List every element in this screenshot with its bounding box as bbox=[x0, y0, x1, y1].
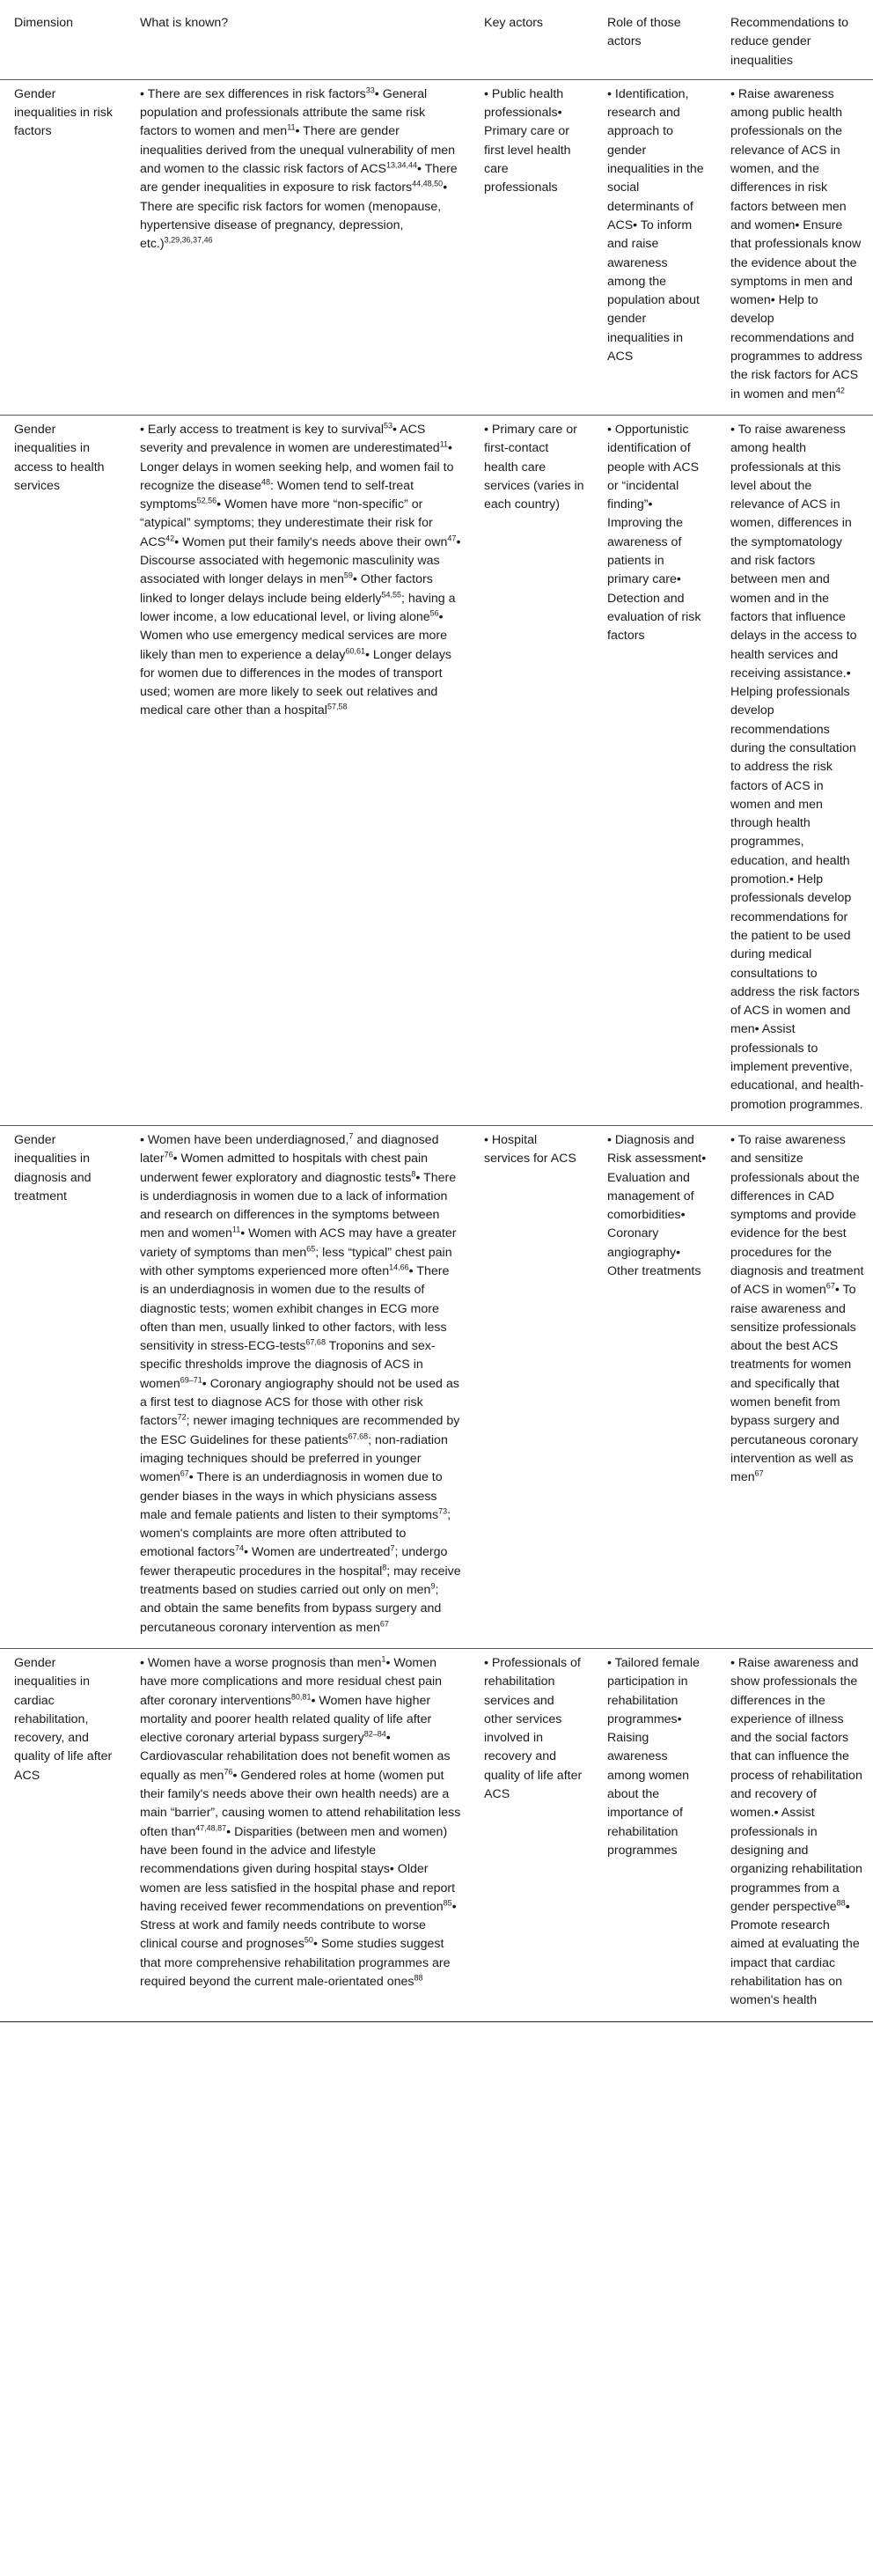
citation-ref: 3,29,36,37,46 bbox=[164, 235, 213, 245]
header-dimension: Dimension bbox=[0, 0, 126, 79]
header-row bbox=[0, 0, 873, 79]
cell-role: • Tailored female participation in rehabilitation programmes• Raising awareness among women about the importance of rehabilitation programmes bbox=[593, 1648, 716, 2021]
citation-ref: 7 bbox=[348, 1131, 354, 1141]
citation-ref: 67,68 bbox=[348, 1431, 369, 1440]
table-row-rehabilitation bbox=[0, 1648, 873, 2021]
citation-ref: 33 bbox=[365, 85, 375, 95]
table-header bbox=[0, 0, 873, 79]
citation-ref: 1 bbox=[381, 1654, 386, 1664]
citation-ref: 72 bbox=[177, 1412, 187, 1422]
header-role-of-actors: Role of those actors bbox=[593, 0, 716, 79]
citation-ref: 11 bbox=[439, 439, 449, 449]
cell-role: • Diagnosis and Risk assessment• Evaluation and management of comorbidities• Coronary angiography• Other treatments bbox=[593, 1125, 716, 1648]
citation-ref: 47 bbox=[447, 533, 457, 542]
citation-ref: 44,48,50 bbox=[412, 179, 444, 188]
cell-recommendations: • Raise awareness and show professionals the differences in the experience of illness and the social factors that can influence the process of rehabilitation and recovery of women.• Assist professionals in designing and organizing rehabilitation programmes from a gender perspective$^{88}$• Promote research aimed at evaluating the impact that cardiac rehabilitation has on women's health bbox=[716, 1648, 873, 2021]
citation-ref: 76 bbox=[224, 1766, 233, 1776]
cell-dimension: Gender inequalities in access to health services bbox=[0, 415, 126, 1125]
citation-ref: 73 bbox=[438, 1506, 448, 1516]
citation-ref: 54,55 bbox=[381, 589, 401, 599]
citation-ref: 60,61 bbox=[345, 645, 365, 655]
cell-what-is-known: • Women have a worse prognosis than men$^1$• Women have more complications and more residual chest pain after coronary interventions$^{80,81}$• Women have higher mortality and poorer health related quality of life after elective coronary arterial bypass surgery$^{82-84}$• Cardiovascular rehabilitation does not benefit women as equally as men$^{76}$• Gendered roles at home (women put their family's needs above their own health needs) are a main “barrier”, causing women to attend rehabilitation less often than$^{47,48,87}$• Disparities (between men and women) have been found in the advice and lifestyle recommendations given during hospital stays• Older women are less satisfied in the hospital phase and report having received fewer recommendations on prevention$^{85}$• Stress at work and family needs contribute to worse clinical course and prognoses$^{50}$• Some studies suggest that more comprehensive rehabilitation programmes are required beyond the current male-orientated ones$^{88}$ bbox=[126, 1648, 470, 2021]
table-row-access-to-health-services bbox=[0, 415, 873, 1125]
citation-ref: 53 bbox=[384, 421, 393, 431]
cell-what-is-known: • Women have been underdiagnosed,$^7$ and diagnosed later$^{76}$• Women admitted to hospitals with chest pain underwent fewer exploratory and diagnostic tests$^8$• There is underdiagnosis in women due to a lack of information and research on differences in the symptoms between men and women$^{11}$• Women with ACS may have a greater variety of symptoms than men$^{65}$; less “typical” chest pain with other symptoms experienced more often$^{14,66}$• There is an underdiagnosis in women due to the results of diagnostic tests; women exhibit changes in ECG more often than men, usually linked to other factors, with less sensitivity in stress-ECG-tests$^{67,68}$ Troponins and sex-specific thresholds improve the diagnosis of ACS in women$^{69-71}$• Coronary angiography should not be used as a first test to diagnose ACS for those with other risk factors$^{72}$; newer imaging techniques are recommended by the ESC Guidelines for these patients$^{67,68}$; non-radiation imaging techniques should be preferred in younger women$^{67}$• There is an underdiagnosis in women due to gender biases in the ways in which physicians assess male and female patients and listen to their symptoms$^{73}$; women's complaints are more often attributed to emotional factors$^{74}$• Women are undertreated$^7$; undergo fewer therapeutic procedures in the hospital$^8$; may receive treatments based on studies carried out only on men$^9$; and obtain the same benefits from bypass surgery and percutaneous coronary intervention as men$^{67}$ bbox=[126, 1125, 470, 1648]
citation-ref: 65 bbox=[306, 1243, 316, 1253]
cell-key-actors: • Public health professionals• Primary care or first level health care professionals bbox=[470, 79, 593, 415]
citation-ref: 76 bbox=[164, 1150, 173, 1159]
citation-ref: 42 bbox=[165, 533, 175, 542]
citation-ref: 48 bbox=[261, 477, 271, 487]
cell-recommendations: • To raise awareness among health professionals at this level about the relevance of ACS in women, differences in the symptomatology and risk factors between men and women and in the factors that influence delays in the access to health services and receiving assistance.• Helping professionals develop recommendations during the consultation to address the risk factors of ACS in women and men through health programmes, education, and health promotion.• Help professionals develop recommendations for the patient to be used during medical consultations to address the risk factors of ACS in women and men• Assist professionals to implement preventive, educational, and health-promotion programmes. bbox=[716, 415, 873, 1125]
citation-ref: 67 bbox=[754, 1468, 764, 1478]
citation-ref: 56 bbox=[429, 608, 439, 618]
citation-ref: 14,66 bbox=[389, 1262, 409, 1272]
citation-ref: 52,56 bbox=[196, 496, 217, 505]
citation-ref: 69–71 bbox=[180, 1375, 202, 1385]
cell-what-is-known: • There are sex differences in risk factors$^{33}$• General population and professionals attribute the same risk factors to women and men$^{11}$• There are gender inequalities derived from the unequal vulnerability of men and women to the classic risk factors of ACS$^{13,34,44}$• There are gender inequalities in exposure to risk factors$^{44,48,50}$• There are specific risk factors for women (menopause, hypertensive disease of pregnancy, depression, etc.)$^{3,29,36,37,46}$ bbox=[126, 79, 470, 415]
citation-ref: 82–84 bbox=[363, 1729, 386, 1739]
cell-recommendations: • Raise awareness among public health professionals on the relevance of ACS in women, and the differences in risk factors between men and women• Ensure that professionals know the evidence about the symptoms in men and women• Help to develop recommendations and programmes to address the risk factors for ACS in women and men$^{42}$ bbox=[716, 79, 873, 415]
citation-ref: 11 bbox=[287, 122, 296, 132]
citation-ref: 57,58 bbox=[326, 702, 348, 711]
cell-dimension: Gender inequalities in risk factors bbox=[0, 79, 126, 415]
table-body bbox=[0, 79, 873, 2021]
citation-ref: 7 bbox=[390, 1543, 395, 1553]
citation-ref: 8 bbox=[411, 1168, 416, 1178]
citation-ref: 74 bbox=[235, 1543, 245, 1553]
citation-ref: 13,34,44 bbox=[385, 160, 417, 170]
citation-ref: 67,68 bbox=[305, 1337, 326, 1347]
cell-role: • Opportunistic identification of people with ACS or “incidental finding”• Improving the awareness of patients in primary care• Detection and evaluation of risk factors bbox=[593, 415, 716, 1125]
citation-ref: 9 bbox=[430, 1581, 436, 1591]
cell-key-actors: • Professionals of rehabilitation services and other services involved in recovery and quality of life after ACS bbox=[470, 1648, 593, 2021]
citation-ref: 85 bbox=[443, 1898, 452, 1908]
cell-key-actors: • Primary care or first-contact health care services (varies in each country) bbox=[470, 415, 593, 1125]
header-recommendations: Recommendations to reduce gender inequalities bbox=[716, 0, 873, 79]
cell-recommendations: • To raise awareness and sensitize professionals about the differences in CAD symptoms and provide evidence for the best procedures for the diagnosis and treatment of ACS in women$^{67}$• To raise awareness and sensitize professionals about the best ACS treatments for women and specifically that women benefit from bypass surgery and percutaneous coronary intervention as well as men$^{67}$ bbox=[716, 1125, 873, 1648]
citation-ref: 67 bbox=[379, 1618, 389, 1628]
header-key-actors: Key actors bbox=[470, 0, 593, 79]
cell-dimension: Gender inequalities in diagnosis and treatment bbox=[0, 1125, 126, 1648]
citation-ref: 11 bbox=[231, 1225, 241, 1234]
citation-ref: 47,48,87 bbox=[195, 1822, 227, 1832]
citation-ref: 80,81 bbox=[290, 1691, 312, 1701]
citation-ref: 88 bbox=[836, 1898, 846, 1908]
citation-ref: 67 bbox=[825, 1281, 835, 1291]
citation-ref: 59 bbox=[343, 570, 353, 580]
table-row-risk-factors bbox=[0, 79, 873, 415]
citation-ref: 42 bbox=[835, 385, 845, 394]
cell-role: • Identification, research and approach to gender inequalities in the social determinants of ACS• To inform and raise awareness among the population about gender inequalities in ACS bbox=[593, 79, 716, 415]
citation-ref: 67 bbox=[180, 1468, 189, 1478]
citation-ref: 50 bbox=[304, 1935, 313, 1945]
cell-dimension: Gender inequalities in cardiac rehabilitation, recovery, and quality of life after ACS bbox=[0, 1648, 126, 2021]
table-row-diagnosis-and-treatment bbox=[0, 1125, 873, 1648]
citation-ref: 8 bbox=[382, 1563, 387, 1572]
cell-what-is-known: • Early access to treatment is key to survival$^{53}$• ACS severity and prevalence in women are underestimated$^{11}$• Longer delays in women seeking help, and women fail to recognize the disease$^{48}$: Women tend to self-treat symptoms$^{52,56}$• Women have more “non-specific” or “atypical” symptoms; they underestimate their risk for ACS$^{42}$• Women put their family's needs above their own$^{47}$• Discourse associated with hegemonic masculinity was associated with longer delays in men$^{59}$• Other factors linked to longer delays include being elderly$^{54,55}$; having a lower income, a low educational level, or living alone$^{56}$• Women who use emergency medical services are more likely than men to experience a delay$^{60,61}$• Longer delays for women due to differences in the modes of transport used; women are more likely to seek out relatives and medical care other than a hospital$^{57,58}$ bbox=[126, 415, 470, 1125]
cell-key-actors: • Hospital services for ACS bbox=[470, 1125, 593, 1648]
citation-ref: 88 bbox=[414, 1973, 423, 1983]
header-what-is-known: What is known? bbox=[126, 0, 470, 79]
